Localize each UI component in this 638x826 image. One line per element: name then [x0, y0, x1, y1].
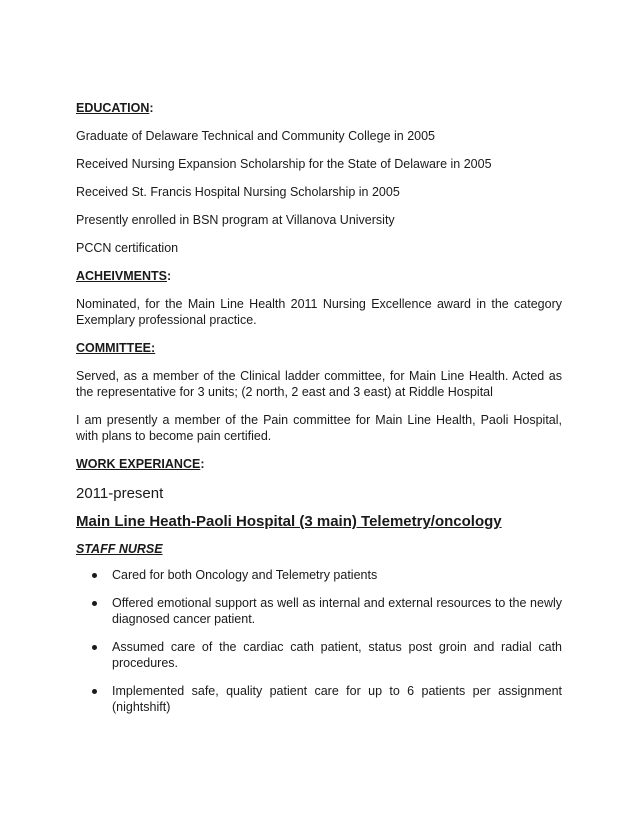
work-period: 2011-present — [76, 485, 164, 502]
work-employer: Main Line Heath-Paoli Hospital (3 main) Telemetry/oncology — [76, 513, 502, 530]
bullet-icon — [92, 645, 97, 650]
duties-list — [76, 567, 562, 715]
achievements-heading-text: ACHEIVMENTS — [76, 269, 167, 283]
education-item: Received St. Francis Hospital Nursing Scholarship in 2005 — [76, 185, 400, 199]
achievements-heading — [76, 268, 562, 284]
list-item — [76, 567, 562, 583]
resume-page — [76, 100, 562, 727]
work-heading — [76, 456, 562, 472]
achievements-heading-colon: : — [166, 269, 172, 283]
committee-paragraph: I am presently a member of the Pain committee for Main Line Health, Paoli Hospital, with plans to become pain certified. — [76, 413, 562, 443]
achievements-text: Nominated, for the Main Line Health 2011 Nursing Excellence award in the category Exemplary professional practice. — [76, 297, 562, 327]
work-heading-colon: : — [200, 457, 205, 471]
education-item: Graduate of Delaware Technical and Community College in 2005 — [76, 129, 436, 143]
duty-text: Cared for both Oncology and Telemetry patients — [112, 568, 378, 582]
duty-text: Implemented safe, quality patient care for up to 6 patients per assignment (nightshift) — [112, 684, 562, 714]
bullet-icon — [92, 689, 97, 694]
duty-text: Offered emotional support as well as internal and external resources to the newly diagnosed cancer patient. — [112, 596, 562, 626]
bullet-icon — [92, 573, 97, 578]
work-heading-text: WORK EXPERIANCE — [76, 457, 201, 471]
education-item: Received Nursing Expansion Scholarship for the State of Delaware in 2005 — [76, 157, 492, 171]
list-item — [76, 595, 562, 627]
education-heading — [76, 100, 562, 116]
education-heading-text: EDUCATION — [76, 101, 150, 115]
education-item: Presently enrolled in BSN program at Villanova University — [76, 213, 395, 227]
committee-paragraph: Served, as a member of the Clinical ladder committee, for Main Line Health. Acted as the representative for 3 units; (2 north, 2 east and 3 east) at Riddle Hospital — [76, 369, 562, 399]
duty-text: Assumed care of the cardiac cath patient, status post groin and radial cath procedures. — [112, 640, 562, 670]
list-item — [76, 683, 562, 715]
education-item: PCCN certification — [76, 241, 179, 255]
committee-heading — [76, 340, 562, 356]
committee-heading-text: COMMITTEE: — [76, 341, 156, 355]
list-item — [76, 639, 562, 671]
bullet-icon — [92, 601, 97, 606]
education-heading-colon: : — [149, 101, 154, 115]
work-role: STAFF NURSE — [76, 542, 163, 556]
